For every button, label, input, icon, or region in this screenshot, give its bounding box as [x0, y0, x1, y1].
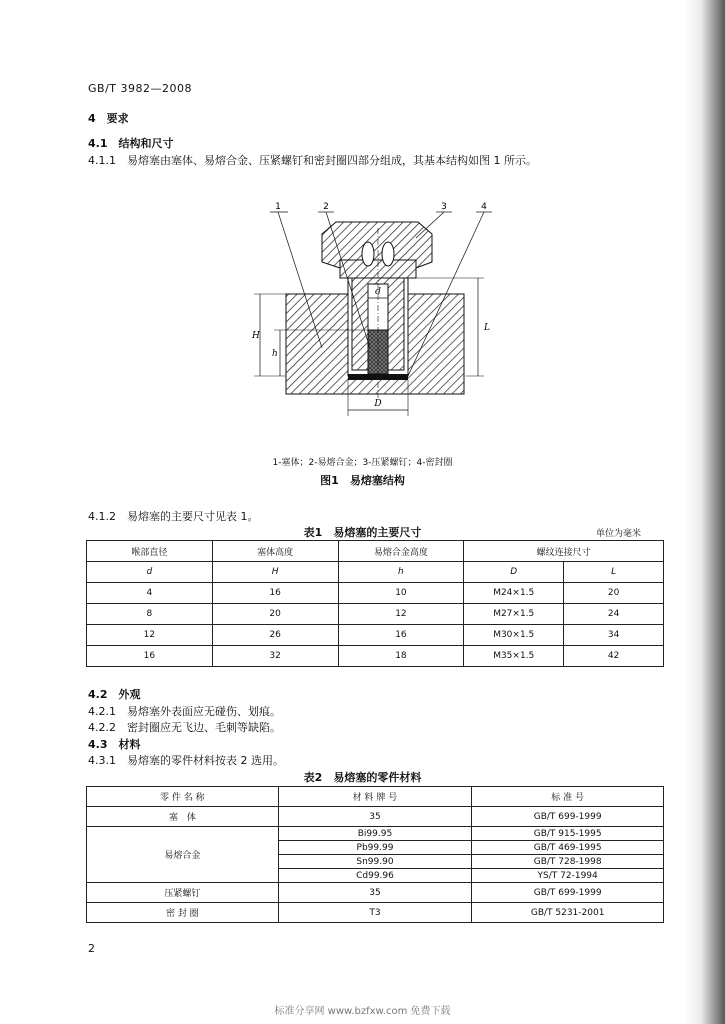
table-row: [87, 583, 664, 604]
table-2-header: 标 准 号: [472, 787, 664, 807]
section-4-1-heading: 4.1 结构和尺寸: [88, 137, 174, 150]
table-cell: 20: [564, 583, 664, 604]
table-cell: 12: [87, 625, 213, 646]
footer-watermark: 标准分享网 www.bzfxw.com 免费下载: [274, 1006, 451, 1017]
table-cell: 16: [338, 625, 464, 646]
callout-1: 1: [275, 202, 281, 212]
table-cell: YS/T 72-1994: [472, 869, 664, 883]
table-row: [87, 604, 664, 625]
table-cell: 16: [212, 583, 338, 604]
table-row: [87, 646, 664, 667]
table-cell: 42: [564, 646, 664, 667]
section-4-heading: 4 要求: [88, 112, 129, 125]
section-4-1-1-text: 4.1.1 易熔塞由塞体、易熔合金、压紧螺钉和密封圈四部分组成，其基本结构如图 1 所示。: [88, 154, 537, 167]
table-cell: 24: [564, 604, 664, 625]
table-2-header: 材 料 牌 号: [278, 787, 472, 807]
table-row: [87, 883, 664, 903]
table-cell: 16: [87, 646, 213, 667]
table-cell: GB/T 915-1995: [472, 827, 664, 841]
table-cell: 8: [87, 604, 213, 625]
table-1-header: 螺纹连接尺寸: [464, 541, 664, 562]
callout-4: 4: [481, 202, 487, 212]
table-cell: Cd99.96: [278, 869, 472, 883]
table-2-caption: 表2 易熔塞的零件材料: [303, 771, 422, 784]
callout-3: 3: [441, 202, 447, 212]
table-cell: M24×1.5: [464, 583, 564, 604]
table-1-symbol: H: [212, 562, 338, 583]
table-cell: 26: [212, 625, 338, 646]
table-row: [87, 903, 664, 923]
table-cell: 密 封 圈: [87, 903, 279, 923]
table-cell: 塞 体: [87, 807, 279, 827]
figure-1-caption: 图1 易熔塞结构: [320, 474, 405, 487]
table-cell: GB/T 699-1999: [472, 883, 664, 903]
table-cell: 35: [278, 883, 472, 903]
table-cell: 35: [278, 807, 472, 827]
table-cell: GB/T 5231-2001: [472, 903, 664, 923]
callout-2: 2: [323, 202, 329, 212]
table-cell: 4: [87, 583, 213, 604]
table-cell: 20: [212, 604, 338, 625]
figure-1-legend: 1-塞体；2-易熔合金；3-压紧螺钉；4-密封圈: [272, 458, 453, 468]
table-cell: M35×1.5: [464, 646, 564, 667]
table-cell: 12: [338, 604, 464, 625]
table-cell: T3: [278, 903, 472, 923]
section-4-2-2-text: 4.2.2 密封圈应无飞边、毛刺等缺陷。: [88, 721, 281, 734]
section-4-2-1-text: 4.2.1 易熔塞外表面应无碰伤、划痕。: [88, 705, 281, 718]
table-row: [87, 807, 664, 827]
table-cell: M30×1.5: [464, 625, 564, 646]
standard-number: GB/T 3982—2008: [88, 82, 192, 95]
table-row: [87, 827, 664, 841]
figure-1-drawing: [240, 198, 510, 428]
section-4-1-2-text: 4.1.2 易熔塞的主要尺寸见表 1。: [88, 510, 259, 523]
table-row: [87, 625, 664, 646]
table-1-symbol: d: [87, 562, 213, 583]
table-1-header-row: [87, 541, 664, 562]
table-1-unit: 单位为毫米: [596, 529, 642, 539]
table-cell: 压紧螺钉: [87, 883, 279, 903]
dim-D: D: [374, 399, 382, 409]
section-4-3-1-text: 4.3.1 易熔塞的零件材料按表 2 选用。: [88, 754, 284, 767]
table-cell: GB/T 728-1998: [472, 855, 664, 869]
page-number: 2: [88, 942, 95, 955]
table-cell: 34: [564, 625, 664, 646]
table-cell: 10: [338, 583, 464, 604]
scan-edge-shadow: [685, 0, 725, 1024]
table-2-header-row: [87, 787, 664, 807]
dim-d: d: [375, 287, 381, 297]
table-1-symbol: D: [464, 562, 564, 583]
table-cell: M27×1.5: [464, 604, 564, 625]
table-1-symbol: h: [338, 562, 464, 583]
table-cell: Sn99.90: [278, 855, 472, 869]
dim-L: L: [484, 323, 490, 333]
table-1-symbol-row: [87, 562, 664, 583]
table-cell: GB/T 469-1995: [472, 841, 664, 855]
table-cell: 易熔合金: [87, 827, 279, 883]
table-cell: Pb99.99: [278, 841, 472, 855]
table-2: [86, 786, 664, 923]
table-cell: 18: [338, 646, 464, 667]
table-cell: Bi99.95: [278, 827, 472, 841]
table-cell: GB/T 699-1999: [472, 807, 664, 827]
table-2-header: 零 件 名 称: [87, 787, 279, 807]
table-1-symbol: L: [564, 562, 664, 583]
table-1: [86, 540, 664, 667]
table-1-caption: 表1 易熔塞的主要尺寸: [303, 526, 422, 539]
dim-h: h: [272, 349, 278, 359]
table-1-header: 易熔合金高度: [338, 541, 464, 562]
section-4-2-heading: 4.2 外观: [88, 688, 141, 701]
dim-H: H: [252, 331, 260, 341]
table-cell: 32: [212, 646, 338, 667]
table-1-header: 塞体高度: [212, 541, 338, 562]
section-4-3-heading: 4.3 材料: [88, 738, 141, 751]
table-1-header: 喉部直径: [87, 541, 213, 562]
